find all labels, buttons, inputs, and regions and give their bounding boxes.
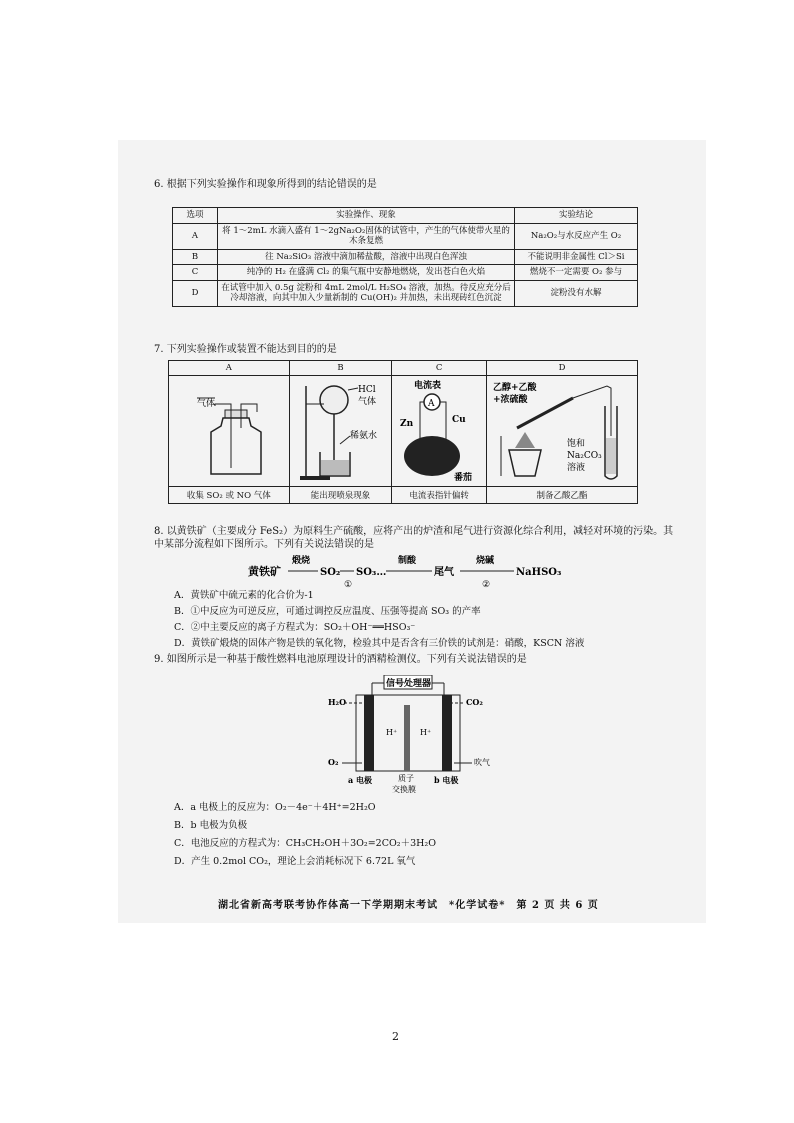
- header-option: 选项: [173, 208, 218, 224]
- label-saturated: 饱和: [567, 439, 586, 449]
- scanned-page: [118, 140, 706, 923]
- col-d-header: D: [487, 361, 638, 376]
- inlet-tube: [215, 404, 231, 410]
- table-row: [173, 265, 638, 281]
- row-option: C: [173, 265, 218, 281]
- label-reactants-2: +浓硫酸: [493, 395, 528, 405]
- row-conclusion: 不能说明非金属性 Cl＞Si: [515, 249, 638, 265]
- label-solution: 溶液: [567, 463, 586, 473]
- label-gas: 气体: [197, 399, 216, 409]
- question-6-table: [172, 207, 638, 307]
- process-flow-diagram: [248, 553, 578, 589]
- row-option: B: [173, 249, 218, 265]
- ammonia-pointer: [340, 436, 350, 444]
- q8-option-a: A．黄铁矿中硫元素的化合价为-1: [174, 590, 314, 601]
- flow-calcine-label: 煅烧: [292, 556, 311, 566]
- label-membrane-1: 质子: [398, 774, 414, 783]
- round-flask: [320, 386, 348, 414]
- label-a-electrode: a 电极: [348, 775, 372, 785]
- flow-step-2: ②: [482, 580, 491, 589]
- label-meter: 电流表: [414, 381, 442, 391]
- caption-a: 收集 SO₂ 或 NO 气体: [169, 487, 290, 504]
- table-row: [173, 249, 638, 265]
- q8-option-c: C．②中主要反应的离子方程式为：SO₂＋OH⁻══HSO₃⁻: [174, 622, 416, 633]
- q9-option-c: C．电池反应的方程式为：CH₃CH₂OH＋3O₂=2CO₂＋3H₂O: [174, 838, 437, 849]
- table-row: [173, 280, 638, 306]
- label-b-electrode: b 电极: [434, 775, 459, 785]
- flow-acid-label: 制酸: [398, 556, 417, 566]
- caption-b: 能出现喷泉现象: [289, 487, 392, 504]
- fuel-cell-diagram: [328, 675, 508, 795]
- question-8-stem: 8. 以黄铁矿（主要成分 FeS₂）为原料生产硫酸，应将产出的炉渣和尾气进行资源化综合利用，减轻对环境的污染。其中某部分流程如下图所示。下列有关说法错误的是: [154, 526, 674, 550]
- stopper: [225, 410, 247, 418]
- beaker-liquid: [321, 460, 349, 475]
- label-blow: 吹气: [474, 758, 490, 767]
- label-h2o: H₂O: [328, 697, 347, 707]
- row-conclusion: Na₂O₂与水反应产生 O₂: [515, 223, 638, 249]
- q8-option-d: D．黄铁矿煅烧的固体产物是铁的氧化物，检验其中是否含有三价铁的试剂是：硝酸，KSCN 溶液: [174, 638, 585, 649]
- flow-step-1: ①: [344, 580, 353, 589]
- row-option: A: [173, 223, 218, 249]
- gas-bottle: [211, 418, 261, 474]
- flow-pyrite: 黄铁矿: [248, 565, 281, 578]
- row-operation: 往 Na₂SiO₃ 溶液中滴加稀盐酸，溶液中出现白色浑浊: [218, 249, 515, 265]
- label-ammonia: 稀氨水: [349, 431, 377, 441]
- q9-option-a: A．a 电极上的反应为：O₂－4e⁻＋4H⁺=2H₂O: [174, 802, 376, 813]
- q9-option-b: B．b 电极为负极: [174, 820, 248, 831]
- apparatus-b: [289, 376, 392, 487]
- label-membrane-2: 交换膜: [392, 785, 416, 794]
- right-wire: [440, 402, 446, 440]
- label-hcl: HCl: [357, 385, 376, 395]
- header-operation: 实验操作、现象: [218, 208, 515, 224]
- question-7-stem: 7. 下列实验操作或装置不能达到目的的是: [154, 344, 337, 355]
- row-operation: 在试管中加入 0.5g 淀粉和 4mL 2mol/L H₂SO₄ 溶液，加热。待反应充分后冷却溶液，向其中加入少量新制的 Cu(OH)₂ 并加热，未出现砖红色沉淀: [218, 280, 515, 306]
- apparatus-d: [487, 376, 638, 487]
- header-conclusion: 实验结论: [515, 208, 638, 224]
- exam-footer: 湖北省新高考联考协作体高一下学期期末考试 *化学试卷* 第 2 页 共 6 页: [218, 900, 599, 911]
- question-9-stem: 9. 如图所示是一种基于酸性燃料电池原理设计的酒精检测仪。下列有关说法错误的是: [154, 654, 527, 665]
- table-row: [173, 223, 638, 249]
- flow-so3: SO₃…: [356, 567, 387, 578]
- alcohol-lamp: [509, 450, 541, 476]
- row-option: D: [173, 280, 218, 306]
- label-na2co3: Na₂CO₃: [567, 451, 602, 461]
- q9-option-d: D．产生 0.2mol CO₂，理论上会消耗标况下 6.72L 氧气: [174, 856, 416, 867]
- q8-option-b: B．①中反应为可逆反应，可通过调控反应温度、压强等提高 SO₃ 的产率: [174, 606, 481, 617]
- question-6-stem: 6. 根据下列实验操作和现象所得到的结论错误的是: [154, 179, 377, 190]
- label-b-gas: 气体: [357, 397, 376, 407]
- flow-nahso3: NaHSO₃: [516, 567, 562, 578]
- page-number: 2: [392, 1030, 399, 1043]
- caption-d: 制备乙酸乙酯: [487, 487, 638, 504]
- row-conclusion: 淀粉没有水解: [515, 280, 638, 306]
- a-electrode: [364, 695, 374, 771]
- col-c-header: C: [392, 361, 487, 376]
- label-co2: CO₂: [466, 697, 483, 707]
- col-a-header: A: [169, 361, 290, 376]
- row-operation: 将 1～2mL 水滴入盛有 1～2gNa₂O₂固体的试管中，产生的气体使带火星的木条复燃: [218, 223, 515, 249]
- row-conclusion: 燃烧不一定需要 O₂ 参与: [515, 265, 638, 281]
- flow-tail-gas: 尾气: [434, 567, 454, 578]
- flow-so2: SO₂: [320, 567, 341, 578]
- ammeter-letter: A: [428, 399, 435, 409]
- label-reactants-1: 乙醇+乙酸: [493, 383, 537, 393]
- question-7-apparatus-table: [168, 360, 638, 504]
- label-h-right: H⁺: [420, 728, 432, 737]
- hcl-pointer: [348, 388, 358, 390]
- apparatus-c: [392, 376, 487, 487]
- label-cu: Cu: [452, 415, 467, 425]
- receiver-liquid: [606, 438, 616, 474]
- flame-icon: [515, 432, 535, 448]
- label-zn: Zn: [400, 419, 414, 429]
- proton-membrane: [404, 705, 410, 771]
- flow-caustic-label: 烧碱: [476, 556, 495, 566]
- b-electrode: [442, 695, 452, 771]
- table-header-row: [173, 208, 638, 224]
- row-operation: 纯净的 H₂ 在盛满 Cl₂ 的集气瓶中安静地燃烧，发出苍白色火焰: [218, 265, 515, 281]
- caption-c: 电流表指针偏转: [392, 487, 487, 504]
- label-tomato: 番茄: [454, 473, 473, 483]
- apparatus-a: [169, 376, 290, 487]
- label-processor: 信号处理器: [386, 679, 432, 689]
- label-o2: O₂: [328, 757, 339, 767]
- tomato: [404, 436, 460, 476]
- label-h-left: H⁺: [386, 728, 398, 737]
- left-wire: [420, 402, 424, 440]
- col-b-header: B: [289, 361, 392, 376]
